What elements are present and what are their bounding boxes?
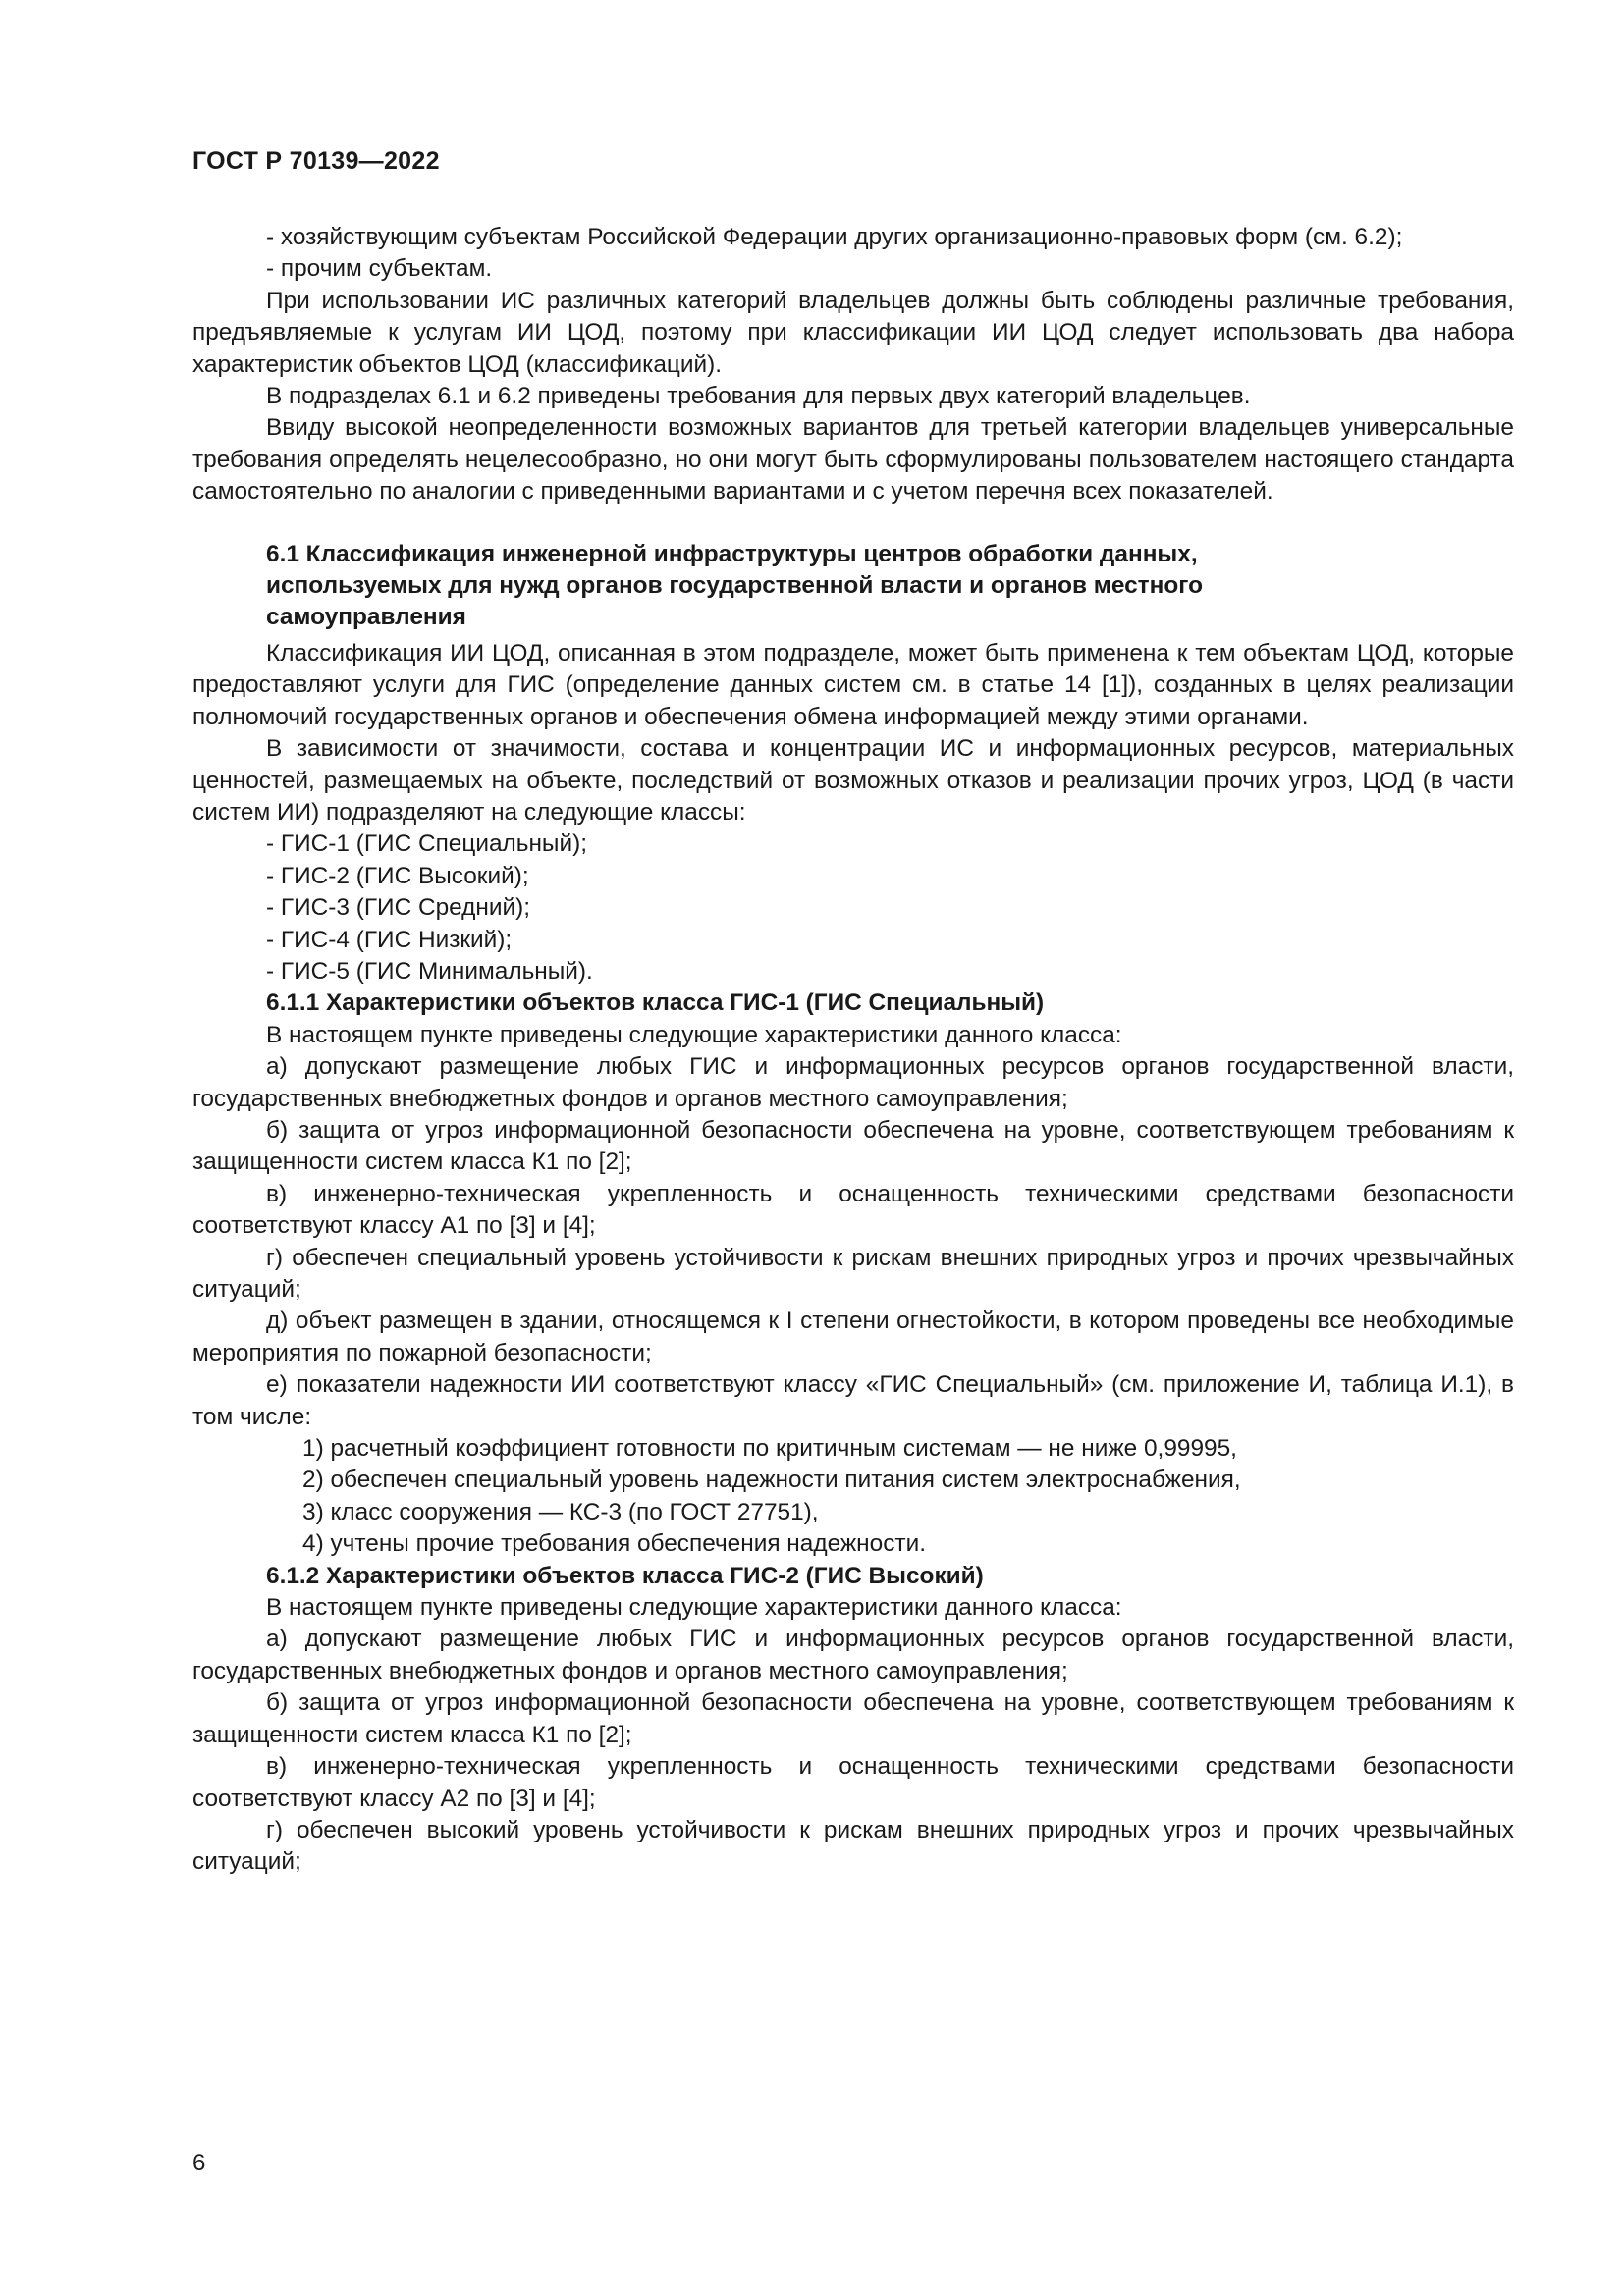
section-6-1-1-lead: В настоящем пункте приведены следующие характеристики данного класса:: [266, 1021, 1122, 1048]
sub-list-item: 1) расчетный коэффициент готовности по критичным системам — не ниже 0,99995,: [302, 1435, 1237, 1463]
list-item: а) допускают размещение любых ГИС и информационных ресурсов органов государственной власти, государственных внебюджетных фондов и органов местного самоуправления;: [192, 1053, 1514, 1112]
document-header: ГОСТ Р 70139—2022: [192, 147, 440, 175]
intro-paragraph: - прочим субъектам.: [266, 255, 493, 283]
list-item: д) объект размещен в здании, относящемся к I степени огнестойкости, в котором проведены все необходимые мероприятия по пожарной безопасности;: [192, 1308, 1514, 1366]
list-item: б) защита от угроз информационной безопасности обеспечена на уровне, соответствующем требованиям к защищенности систем класса К1 по [2];: [192, 1689, 1514, 1748]
list-item: г) обеспечен специальный уровень устойчивости к рискам внешних природных угроз и прочих чрезвычайных ситуаций;: [192, 1244, 1514, 1303]
class-list-item: - ГИС-1 (ГИС Специальный);: [266, 830, 587, 858]
document-body: [192, 222, 1514, 1879]
section-6-1-heading: 6.1 Классификация инженерной инфраструктуры центров обработки данных, используемых для нужд органов государственной власти и органов местного самоуправления: [266, 540, 1203, 631]
list-item: е) показатели надежности ИИ соответствуют классу «ГИС Специальный» (см. приложение И, таблица И.1), в том числе:: [192, 1371, 1514, 1430]
sub-list-item: 4) учтены прочие требования обеспечения надежности.: [302, 1530, 926, 1558]
section-6-1-paragraph: Классификация ИИ ЦОД, описанная в этом подразделе, может быть применена к тем объектам ЦОД, которые предоставляют услуги для ГИС (определение данных систем см. в статье 14 [1]), созданных в целях реализации полномочий государственных органов и обеспечения обмена информацией между этими органами.: [192, 639, 1514, 730]
intro-paragraph: Ввиду высокой неопределенности возможных вариантов для третьей категории владельцев универсальные требования определять нецелесообразно, но они могут быть сформулированы пользователем настоящего стандарта самостоятельно по аналогии с приведенными вариантами и с учетом перечня всех показателей.: [192, 414, 1514, 506]
intro-paragraph: - хозяйствующим субъектам Российской Федерации других организационно-правовых форм (см. 6.2);: [266, 224, 1403, 250]
sub-list-item: 2) обеспечен специальный уровень надежности питания систем электроснабжения,: [302, 1467, 1241, 1494]
class-list-item: - ГИС-5 (ГИС Минимальный).: [266, 957, 593, 985]
class-list-item: - ГИС-4 (ГИС Низкий);: [266, 926, 513, 953]
class-list-item: - ГИС-3 (ГИС Средний);: [266, 894, 531, 922]
intro-paragraph: При использовании ИС различных категорий владельцев должны быть соблюдены различные требования, предъявляемые к услугам ИИ ЦОД, поэтому при классификации ИИ ЦОД следует использовать два набора характеристик объектов ЦОД (классификаций).: [192, 287, 1514, 378]
section-6-1-2-heading: 6.1.2 Характеристики объектов класса ГИС-2 (ГИС Высокий): [266, 1562, 984, 1589]
list-item: б) защита от угроз информационной безопасности обеспечена на уровне, соответствующем требованиям к защищенности систем класса К1 по [2];: [192, 1116, 1514, 1176]
list-item: г) обеспечен высокий уровень устойчивости к рискам внешних природных угроз и прочих чрезвычайных ситуаций;: [192, 1816, 1514, 1876]
list-item: в) инженерно-техническая укрепленность и оснащенность техническими средствами безопасности соответствуют классу А2 по [3] и [4];: [192, 1753, 1514, 1812]
section-6-1-2-lead: В настоящем пункте приведены следующие характеристики данного класса:: [266, 1594, 1122, 1622]
sub-list-item: 3) класс сооружения — КС-3 (по ГОСТ 27751),: [302, 1498, 819, 1525]
class-list-item: - ГИС-2 (ГИС Высокий);: [266, 862, 529, 889]
list-item: в) инженерно-техническая укрепленность и оснащенность техническими средствами безопасности соответствуют классу А1 по [3] и [4];: [192, 1180, 1514, 1240]
list-item: а) допускают размещение любых ГИС и информационных ресурсов органов государственной власти, государственных внебюджетных фондов и органов местного самоуправления;: [192, 1626, 1514, 1684]
section-6-1-paragraph: В зависимости от значимости, состава и концентрации ИС и информационных ресурсов, материальных ценностей, размещаемых на объекте, последствий от возможных отказов и реализации прочих угроз, ЦОД (в части систем ИИ) подразделяют на следующие классы:: [192, 735, 1514, 826]
page-number: 6: [192, 2150, 206, 2176]
intro-paragraph: В подразделах 6.1 и 6.2 приведены требования для первых двух категорий владельцев.: [266, 383, 1251, 410]
section-6-1-1-heading: 6.1.1 Характеристики объектов класса ГИС-1 (ГИС Специальный): [266, 989, 1045, 1017]
